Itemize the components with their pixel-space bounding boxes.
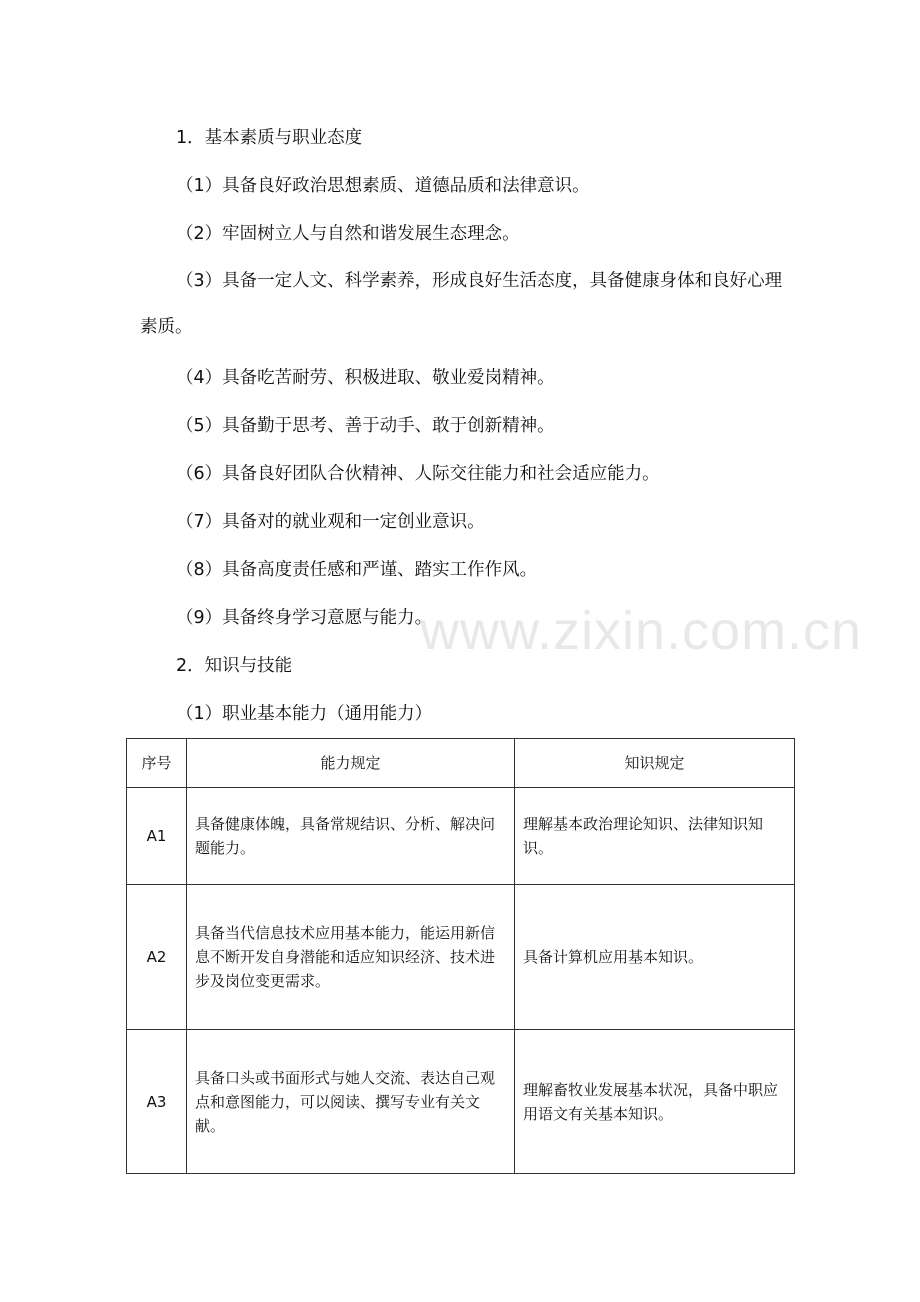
section1-item-3: （3）具备一定人文、科学素养，形成良好生活态度，具备健康身体和良好心理素质。 <box>140 271 783 337</box>
table-row <box>127 1030 795 1174</box>
watermark: www.zixin.com.cn <box>420 601 863 661</box>
row-ability: 具备当代信息技术应用基本能力，能运用新信息不断开发自身潜能和适应知识经济、技术进步及岗位变更需求。 <box>187 885 515 1030</box>
table-header-row <box>127 739 795 788</box>
section1-item-4: （4）具备吃苦耐劳、积极进取、敬业爱岗精神。 <box>176 368 555 388</box>
table-row <box>127 885 795 1030</box>
row-knowledge: 理解畜牧业发展基本状况，具备中职应用语文有关基本知识。 <box>515 1030 795 1174</box>
section1-item-8: （8）具备高度责任感和严谨、踏实工作作风。 <box>176 560 538 580</box>
section2-subheading: （1）职业基本能力（通用能力） <box>176 704 433 724</box>
header-ability: 能力规定 <box>187 739 515 788</box>
header-knowledge: 知识规定 <box>515 739 795 788</box>
section1-item-2: （2）牢固树立人与自然和谐发展生态理念。 <box>176 224 520 244</box>
section1-item-1: （1）具备良好政治思想素质、道德品质和法律意识。 <box>176 176 590 196</box>
row-no: A3 <box>127 1030 187 1174</box>
row-no: A2 <box>127 885 187 1030</box>
section1-item-9: （9）具备终身学习意愿与能力。 <box>176 608 433 628</box>
ability-requirements-table <box>126 738 795 1174</box>
section1-item-7: （7）具备对的就业观和一定创业意识。 <box>176 512 485 532</box>
row-no: A1 <box>127 788 187 885</box>
header-no: 序号 <box>127 739 187 788</box>
section1-item-5: （5）具备勤于思考、善于动手、敢于创新精神。 <box>176 416 555 436</box>
row-knowledge: 具备计算机应用基本知识。 <box>515 885 795 1030</box>
row-ability: 具备口头或书面形式与她人交流、表达自己观点和意图能力，可以阅读、撰写专业有关文献。 <box>187 1030 515 1174</box>
section2-heading: 2．知识与技能 <box>176 656 293 676</box>
row-ability: 具备健康体魄，具备常规结识、分析、解决问题能力。 <box>187 788 515 885</box>
section1-item-6: （6）具备良好团队合伙精神、人际交往能力和社会适应能力。 <box>176 464 660 484</box>
row-knowledge: 理解基本政治理论知识、法律知识知识。 <box>515 788 795 885</box>
section1-heading: 1．基本素质与职业态度 <box>176 128 363 148</box>
table-row <box>127 788 795 885</box>
